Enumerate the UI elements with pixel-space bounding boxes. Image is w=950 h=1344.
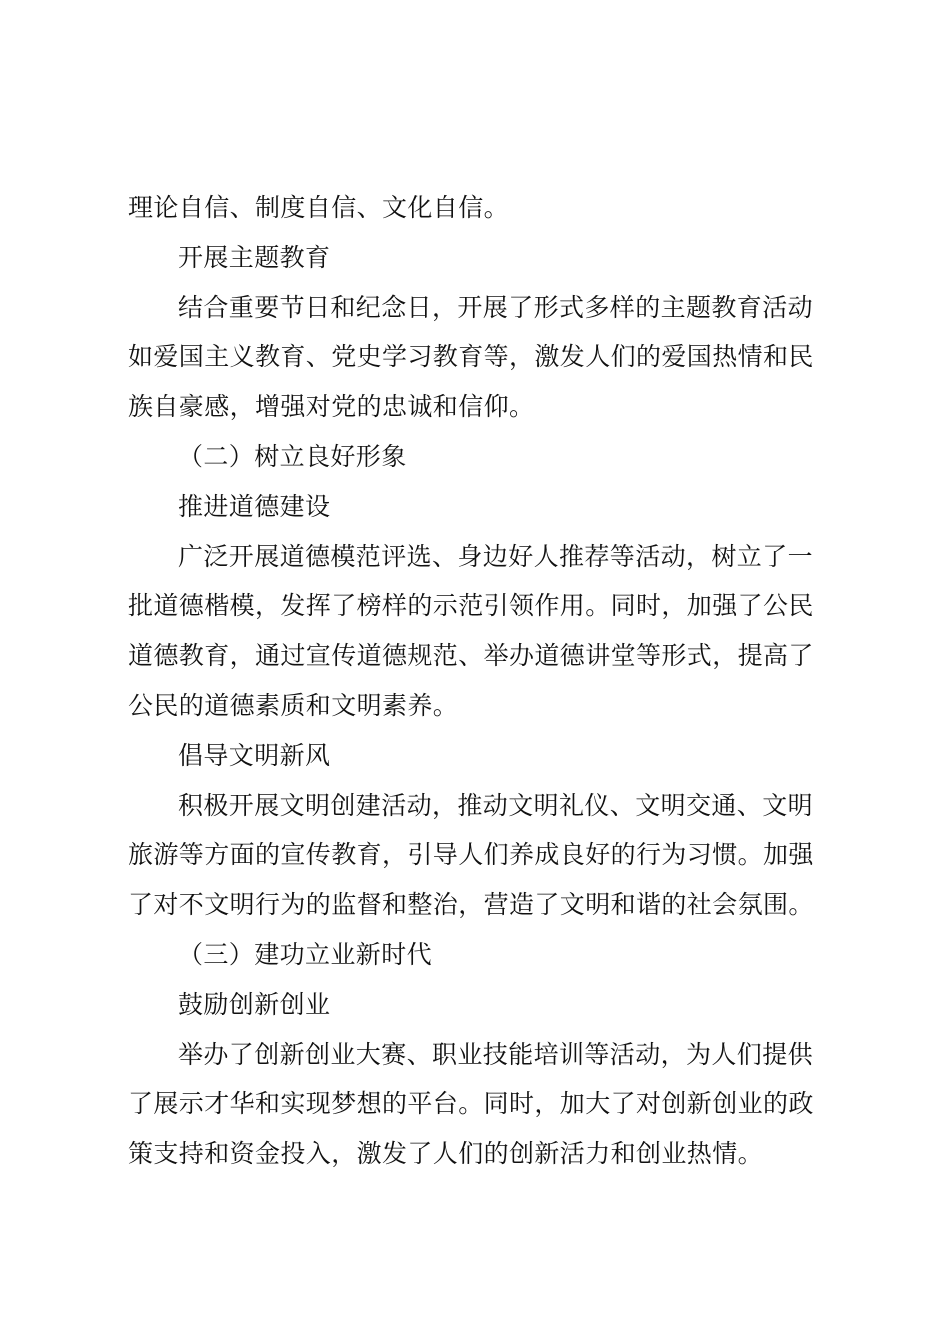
text-line: 了对不文明行为的监督和整治，营造了文明和谐的社会氛围。 [128, 890, 814, 920]
document-body [128, 183, 830, 1179]
section-heading-3 [128, 930, 830, 980]
text-line: 批道德楷模，发挥了榜样的示范引领作用。同时，加强了公民 [128, 591, 814, 621]
text-line: 策支持和资金投入，激发了人们的创新活力和创业热情。 [128, 1139, 764, 1169]
paragraph-moral-construction [128, 532, 830, 731]
heading-text: 开展主题教育 [178, 242, 331, 272]
paragraph-continuation [128, 183, 830, 233]
paragraph-innovation [128, 1030, 830, 1179]
section-heading-text: （二）树立良好形象 [178, 441, 407, 471]
heading-text: 倡导文明新风 [178, 740, 331, 770]
subheading-moral-construction [128, 482, 830, 532]
text-line: 道德教育，通过宣传道德规范、举办道德讲堂等形式，提高了 [128, 641, 814, 671]
text-line: 如爱国主义教育、党史学习教育等，激发人们的爱国热情和民 [128, 342, 814, 372]
heading-text: 鼓励创新创业 [178, 989, 331, 1019]
text-line: 旅游等方面的宣传教育，引导人们养成良好的行为习惯。加强 [128, 840, 814, 870]
paragraph-theme-education [128, 283, 830, 432]
text-line: 广泛开展道德模范评选、身边好人推荐等活动，树立了一 [178, 541, 814, 571]
text-line: 公民的道德素质和文明素养。 [128, 690, 459, 720]
subheading-innovation [128, 980, 830, 1030]
text-line: 理论自信、制度自信、文化自信。 [128, 193, 510, 222]
paragraph-civilized-customs [128, 781, 830, 930]
text-line: 积极开展文明创建活动，推动文明礼仪、文明交通、文明 [178, 790, 814, 820]
text-line: 举办了创新创业大赛、职业技能培训等活动，为人们提供 [178, 1039, 814, 1069]
section-heading-text: （三）建功立业新时代 [178, 939, 433, 969]
text-line: 族自豪感，增强对党的忠诚和信仰。 [128, 392, 535, 422]
section-heading-2 [128, 432, 830, 482]
text-line: 了展示才华和实现梦想的平台。同时，加大了对创新创业的政 [128, 1089, 814, 1119]
subheading-civilized-customs [128, 731, 830, 781]
text-line: 结合重要节日和纪念日，开展了形式多样的主题教育活动 [178, 292, 814, 322]
heading-text: 推进道德建设 [178, 491, 331, 521]
subheading-theme-education [128, 233, 830, 283]
